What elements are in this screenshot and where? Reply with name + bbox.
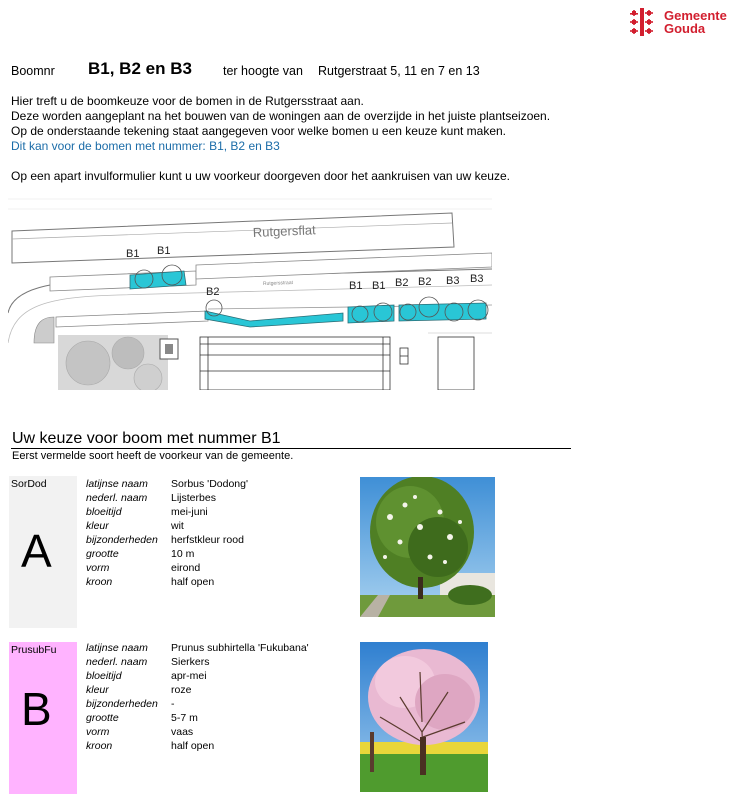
spec-value: vaas [171,726,194,738]
choice-a-card [9,476,77,628]
section-divider [11,448,571,449]
spec-key: bloeitijd [86,670,122,682]
map-marker-b2-c: B2 [418,276,432,288]
address: Rutgerstraat 5, 11 en 7 en 13 [318,64,480,78]
spec-value: apr-mei [171,670,207,682]
site-plan-drawing [8,193,492,390]
spec-key: kleur [86,684,109,696]
gemeente-gouda-logo [630,8,742,38]
choice-a-letter: A [21,525,52,577]
spec-key: vorm [86,726,110,738]
spec-key: kroon [86,740,113,752]
map-marker-b1-a: B1 [126,248,140,260]
spec-value: wit [171,520,184,532]
spec-value: Sorbus 'Dodong' [171,478,248,490]
spec-value: Prunus subhirtella 'Fukubana' [171,642,309,654]
spec-key: nederl. naam [86,656,148,668]
tree-numbers: B1, B2 en B3 [88,59,192,78]
intro-line2: Deze worden aangeplant na het bouwen van de woningen aan de overzijde in het juiste plantseizoen. [11,109,551,123]
spec-key: nederl. naam [86,492,148,504]
logo-line2: Gouda [664,21,706,36]
spec-value: Lijsterbes [171,492,216,504]
location-label: ter hoogte van [223,64,303,78]
spec-key: kleur [86,520,109,532]
map-marker-b1-d: B1 [372,280,386,292]
map-marker-b1-c: B1 [349,280,363,292]
choice-b-card [9,642,77,794]
intro-line5: Op een apart invulformulier kunt u uw voorkeur doorgeven door het aankruisen van uw keuze. [11,169,510,183]
intro-line3: Op de onderstaande tekening staat aangegeven voor welke bomen u een keuze kunt maken. [11,124,507,138]
spec-value: - [171,698,175,710]
map-marker-b3-b: B3 [470,273,484,285]
spec-key: latijnse naam [86,478,148,490]
intro-text [11,94,731,184]
section-subtitle: Eerst vermelde soort heeft de voorkeur van de gemeente. [12,450,294,462]
spec-value: 10 m [171,548,195,560]
choice-a-spec-values [171,477,248,589]
spec-key: latijnse naam [86,642,148,654]
spec-key: grootte [86,712,119,724]
sorbus-tree-photo [360,477,495,617]
spec-value: roze [171,684,192,696]
spec-value: herfstkleur rood [171,534,244,546]
spec-value: 5-7 m [171,712,198,724]
choice-b-spec-keys [86,641,158,753]
choice-b-code: PrusubFu [11,644,57,656]
street-label: Rutgersstraat [262,279,294,287]
section-title: Uw keuze voor boom met nummer B1 [12,430,281,447]
spec-value: eirond [171,562,201,574]
choice-a-spec-keys [86,477,158,589]
spec-key: kroon [86,576,113,588]
spec-value: Sierkers [171,656,210,668]
choice-b-spec-values [171,641,309,753]
spec-key: vorm [86,562,110,574]
choice-b-letter: B [21,683,52,735]
prunus-tree-photo [360,642,488,792]
gouda-emblem-icon [630,8,656,36]
spec-value: half open [171,740,215,752]
map-marker-b2-a: B2 [206,286,220,298]
map-marker-b1-b: B1 [157,245,171,257]
boomnr-label: Boomnr [11,64,55,78]
spec-key: bijzonderheden [86,534,158,546]
spec-key: bijzonderheden [86,698,158,710]
intro-line1: Hier treft u de boomkeuze voor de bomen in de Rutgersstraat aan. [11,94,364,108]
logo-line1: Gemeente [664,8,727,23]
spec-value: half open [171,576,215,588]
building-label: Rutgersflat [252,222,316,240]
spec-key: grootte [86,548,119,560]
intro-line4: Dit kan voor de bomen met nummer: B1, B2 en B3 [11,139,280,153]
spec-key: bloeitijd [86,506,122,518]
spec-value: mei-juni [171,506,208,518]
map-marker-b3-a: B3 [446,275,460,287]
choice-a-code: SorDod [11,478,47,490]
map-marker-b2-b: B2 [395,277,409,289]
